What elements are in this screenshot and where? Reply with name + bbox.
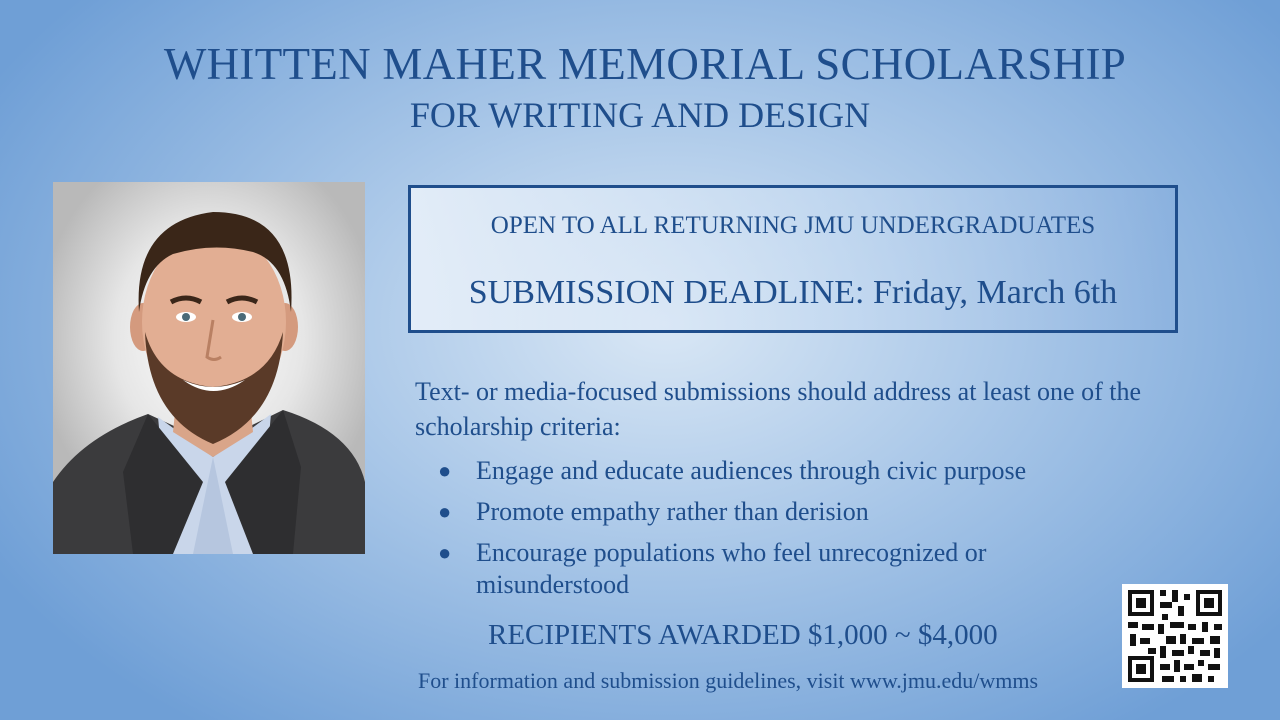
bullet-icon: ● xyxy=(438,458,452,483)
footer-link-text: For information and submission guidelines, visit www.jmu.edu/wmms xyxy=(418,668,1039,693)
portrait-photo xyxy=(53,182,365,554)
page-title: WHITTEN MAHER MEMORIAL SCHOLARSHIP xyxy=(163,39,1127,89)
criteria-item-text: Promote empathy rather than derision xyxy=(476,497,869,526)
info-box xyxy=(408,185,1178,333)
criteria-item-text: Encourage populations who feel unrecognized or misunderstood xyxy=(476,538,987,599)
list-item xyxy=(436,537,1076,601)
deadline-text: SUBMISSION DEADLINE: Friday, March 6th xyxy=(468,274,1118,311)
criteria-item-text: Engage and educate audiences through civic purpose xyxy=(476,456,1027,485)
list-item xyxy=(436,496,1076,528)
list-item xyxy=(436,455,1076,487)
bullet-icon: ● xyxy=(438,499,452,524)
qr-code-graphic xyxy=(1122,584,1228,688)
page-subtitle: FOR WRITING AND DESIGN xyxy=(409,95,871,135)
qr-code-icon[interactable] xyxy=(1122,584,1228,688)
eligibility-text: OPEN TO ALL RETURNING JMU UNDERGRADUATES xyxy=(490,212,1096,239)
portrait-illustration xyxy=(53,182,365,554)
award-text: RECIPIENTS AWARDED $1,000 ~ $4,000 xyxy=(488,619,998,651)
bullet-icon: ● xyxy=(438,540,452,565)
criteria-list xyxy=(436,455,1076,610)
criteria-intro: Text- or media-focused submissions should address at least one of the scholarship criteria: xyxy=(415,377,1142,441)
